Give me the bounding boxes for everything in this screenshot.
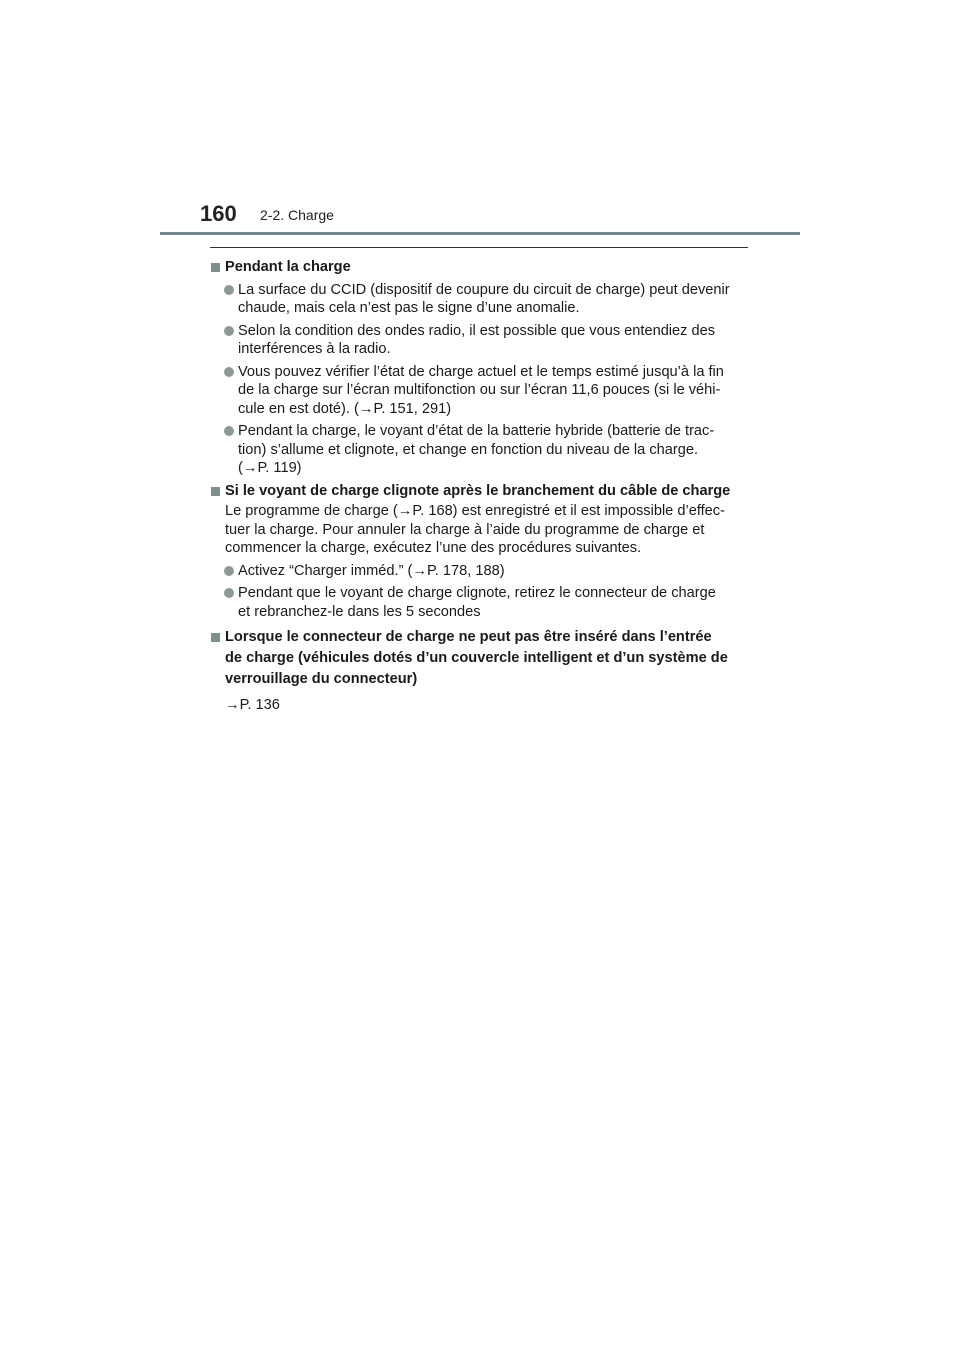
round-bullet-icon: [224, 285, 234, 295]
round-bullet-icon: [224, 566, 234, 576]
list-item-line: Pendant la charge, le voyant d’état de la batterie hybride (batterie de trac-: [238, 423, 715, 439]
section-heading-connecteur: [211, 627, 749, 690]
round-bullet-icon: [224, 588, 234, 598]
page-content: [211, 254, 749, 715]
list-item-line: Vous pouvez vérifier l’état de charge actuel et le temps estimé jusqu’à la fin: [238, 363, 724, 380]
list-item-line: cule en est doté). (→P. 151, 291): [238, 400, 452, 417]
round-bullet-icon: [224, 426, 234, 436]
list-item: [211, 322, 749, 359]
list-item: [211, 281, 749, 318]
header-divider: [160, 232, 800, 235]
list-item-line: Pendant que le voyant de charge clignote, retirez le connecteur de charge: [238, 585, 716, 601]
list-item-line: de la charge sur l’écran multifonction ou sur l’écran 11,6 pouces (si le véhi-: [238, 382, 721, 398]
body-paragraph: [211, 502, 749, 558]
list-item: [211, 562, 749, 581]
section-heading-line: de charge (véhicules dotés d’un couvercle intelligent et d’un système de: [225, 650, 728, 666]
round-bullet-icon: [224, 326, 234, 336]
square-bullet-icon: [211, 263, 220, 272]
section-heading-text: Pendant la charge: [225, 259, 351, 275]
page-reference: →P. 136: [225, 697, 280, 713]
section-heading-text: Si le voyant de charge clignote après le branchement du câble de charge: [225, 482, 731, 499]
list-item: [211, 422, 749, 478]
paragraph-line: tuer la charge. Pour annuler la charge à l’aide du programme de charge et: [225, 521, 705, 538]
paragraph-line: Le programme de charge (→P. 168) est enregistré et il est impossible d’effec-: [225, 503, 725, 519]
list-item-line: interférences à la radio.: [238, 341, 391, 357]
list-item-line: chaude, mais cela n’est pas le signe d’une anomalie.: [238, 300, 580, 316]
list-item-line: tion) s’allume et clignote, et change en fonction du niveau de la charge.: [238, 441, 699, 458]
list-item-line: et rebranchez-le dans les 5 secondes: [238, 603, 481, 620]
paragraph-line: commencer la charge, exécutez l’une des procédures suivantes.: [225, 540, 642, 556]
square-bullet-icon: [211, 487, 220, 496]
section-title: 2-2. Charge: [260, 207, 334, 223]
square-bullet-icon: [211, 633, 220, 642]
list-item: [211, 363, 749, 419]
section-heading-voyant-clignote: [211, 482, 749, 501]
page-number: 160: [200, 201, 237, 226]
list-item-line: La surface du CCID (dispositif de coupure du circuit de charge) peut devenir: [238, 281, 730, 298]
list-item-line: (→P. 119): [238, 460, 302, 476]
section-heading-line: verrouillage du connecteur): [225, 671, 418, 687]
round-bullet-icon: [224, 367, 234, 377]
content-divider: [210, 247, 748, 248]
section-heading-pendant-la-charge: [211, 258, 749, 277]
list-item: [211, 584, 749, 621]
list-item-line: Activez “Charger imméd.” (→P. 178, 188): [238, 562, 505, 579]
list-item-line: Selon la condition des ondes radio, il est possible que vous entendiez des: [238, 322, 716, 339]
section-heading-line: Lorsque le connecteur de charge ne peut pas être inséré dans l’entrée: [225, 629, 712, 645]
